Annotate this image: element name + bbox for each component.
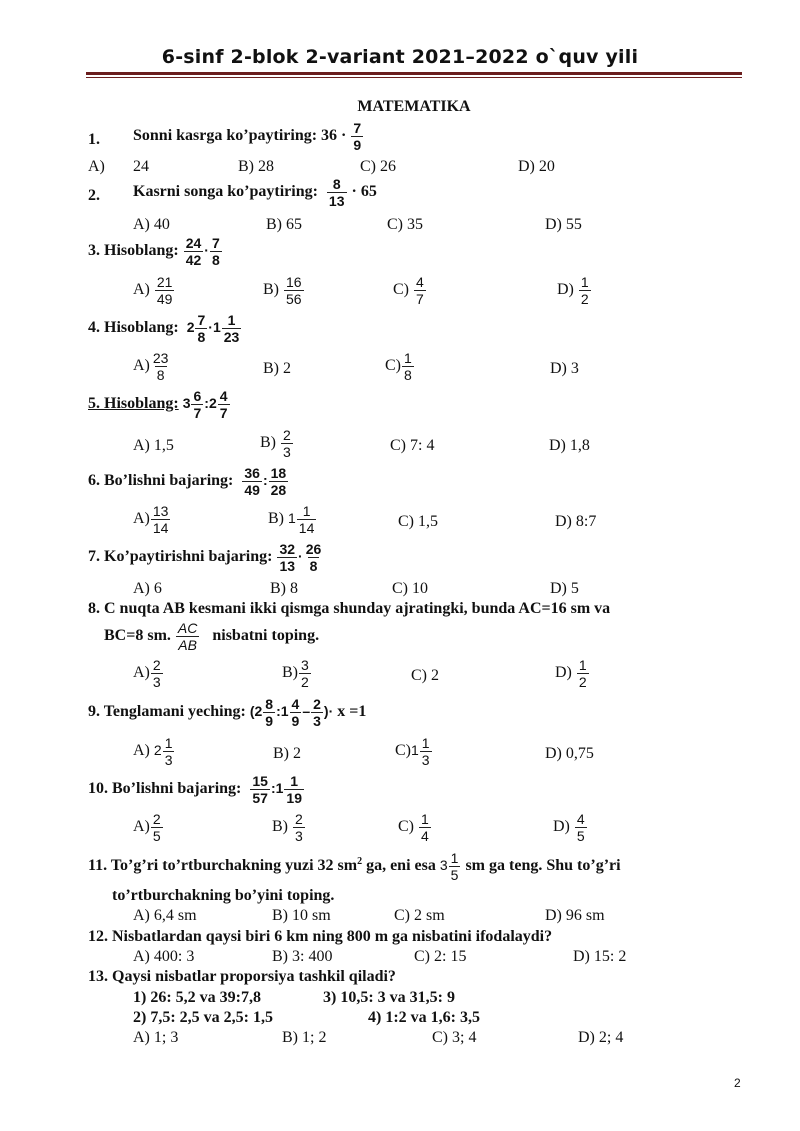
q3-option-b: B) $\frac{16}{56}$ bbox=[263, 274, 302, 307]
header-rule-thin bbox=[86, 77, 742, 78]
q7-option-a: A) 6 bbox=[133, 580, 162, 597]
q1-option-c: C) 26 bbox=[360, 158, 396, 175]
q7-option-c: C) 10 bbox=[392, 580, 428, 597]
q5-option-c: C) 7: 4 bbox=[390, 437, 435, 454]
q5-option-b: B) $\frac{2}{3}$ bbox=[260, 427, 291, 460]
q1-option-a-label: A) bbox=[88, 158, 105, 175]
q4-option-c: C) $\frac{1}{8}$ bbox=[385, 350, 412, 383]
q4-question: 4. Hisoblang: 2 $\frac{7}{8}$ ·1 $\frac{1}{23}$ bbox=[88, 312, 240, 345]
q13-option-d: D) 2; 4 bbox=[578, 1029, 624, 1046]
q12-option-a: A) 400: 3 bbox=[133, 948, 195, 965]
q4-option-b: B) 2 bbox=[263, 360, 291, 377]
page-number: 2 bbox=[734, 1076, 741, 1090]
q7-option-d: D) 5 bbox=[550, 580, 579, 597]
q13-statement-1: 1) 26: 5,2 va 39:7,8 bbox=[133, 989, 261, 1006]
q2-number: 2. bbox=[88, 187, 100, 204]
q5-option-a: A) 1,5 bbox=[133, 437, 174, 454]
q8-option-a: A) $\frac{2}{3}$ bbox=[133, 657, 161, 690]
q10-option-a: A) $\frac{2}{5}$ bbox=[133, 811, 161, 844]
q4-option-d: D) 3 bbox=[550, 360, 579, 377]
q12-option-d: D) 15: 2 bbox=[573, 948, 627, 965]
q1-option-b: B) 28 bbox=[238, 158, 274, 175]
q9-option-c: C)1 $\frac{1}{3}$ bbox=[395, 735, 430, 768]
q10-option-d: D) $\frac{4}{5}$ bbox=[553, 811, 585, 844]
q12-option-c: C) 2: 15 bbox=[414, 948, 467, 965]
q13-option-a: A) 1; 3 bbox=[133, 1029, 179, 1046]
subject-title: MATEMATIKA bbox=[357, 98, 471, 115]
q1-question: Sonni kasrga ko’paytiring: 36 · $\frac{7}{9}$ bbox=[133, 120, 362, 153]
q9-option-a: A) 2 $\frac{1}{3}$ bbox=[133, 735, 173, 768]
q11-option-b: B) 10 sm bbox=[272, 907, 331, 924]
q1-option-d: D) 20 bbox=[518, 158, 555, 175]
header-rule-thick bbox=[86, 72, 742, 75]
q3-question: 3. Hisoblang: $\frac{24}{42}$ · $\frac{7}{8}$ bbox=[88, 235, 220, 268]
q2-option-d: D) 55 bbox=[545, 216, 582, 233]
q10-option-b: B) $\frac{2}{3}$ bbox=[272, 811, 303, 844]
q3-option-d: D) $\frac{1}{2}$ bbox=[557, 274, 589, 307]
q8-question-line2: BC=8 sm. $\frac{AC}{AB}$ nisbatni toping. bbox=[104, 620, 320, 653]
q9-question: 9. Tenglamani yeching: (2 $\frac{8}{9}$ :1 $\frac{4}{9}$ – $\frac{2}{3}$ )· x =1 bbox=[88, 696, 367, 729]
page-header: 6-sinf 2-blok 2-variant 2021–2022 o`quv yili bbox=[161, 46, 639, 68]
q10-option-c: C) $\frac{1}{4}$ bbox=[398, 811, 429, 844]
q6-option-d: D) 8:7 bbox=[555, 513, 597, 530]
q6-option-c: C) 1,5 bbox=[398, 513, 438, 530]
q3-option-c: C) $\frac{4}{7}$ bbox=[393, 274, 424, 307]
q2-fraction: $\frac{8}{13}$ bbox=[328, 176, 345, 209]
q8-option-c: C) 2 bbox=[411, 667, 439, 684]
q9-option-d: D) 0,75 bbox=[545, 745, 594, 762]
q5-question: 5. Hisoblang: 3 $\frac{6}{7}$ :2 $\frac{4}{7}$ bbox=[88, 388, 228, 421]
q2-option-b: B) 65 bbox=[266, 216, 302, 233]
q2-option-c: C) 35 bbox=[387, 216, 423, 233]
q12-option-b: B) 3: 400 bbox=[272, 948, 333, 965]
q6-question: 6. Bo’lishni bajaring: $\frac{36}{49}$ : $\frac{18}{28}$ bbox=[88, 465, 287, 498]
q13-statement-2: 2) 7,5: 2,5 va 2,5: 1,5 bbox=[133, 1009, 273, 1026]
q7-question: 7. Ko’paytirishni bajaring: $\frac{32}{13}$ · $\frac{26}{8}$ bbox=[88, 541, 322, 574]
q11-option-a: A) 6,4 sm bbox=[133, 907, 197, 924]
q11-option-c: C) 2 sm bbox=[394, 907, 445, 924]
q13-option-b: B) 1; 2 bbox=[282, 1029, 327, 1046]
q4-option-a: A) $\frac{23}{8}$ bbox=[133, 350, 169, 383]
q10-question: 10. Bo’lishni bajaring: $\frac{15}{57}$ :1 $\frac{1}{19}$ bbox=[88, 773, 302, 806]
q12-question: 12. Nisbatlardan qaysi biri 6 km ning 800 m ga nisbatini ifodalaydi? bbox=[88, 928, 553, 945]
q8-question-line1: 8. C nuqta AB kesmani ikki qismga shunday ajratingki, bunda AC=16 sm va bbox=[88, 600, 611, 617]
q6-option-b: B) 1 $\frac{1}{14}$ bbox=[268, 503, 315, 536]
q11-question-line1: 11. To’g’ri to’rtburchakning yuzi 32 $sm^2$ ga, eni esa 3 $\frac{1}{5}$ sm ga teng. Shu to’g’ri bbox=[88, 850, 621, 883]
q2-question: Kasrni songa ko’paytiring: $\frac{8}{13}$ · 65 bbox=[133, 176, 377, 209]
q13-statement-4: 4) 1:2 va 1,6: 3,5 bbox=[368, 1009, 480, 1026]
q5-option-d: D) 1,8 bbox=[549, 437, 590, 454]
q8-option-b: B) $\frac{3}{2}$ bbox=[282, 657, 309, 690]
q1-number: 1. bbox=[88, 131, 100, 148]
q13-question: 13. Qaysi nisbatlar proporsiya tashkil qiladi? bbox=[88, 968, 396, 985]
q6-option-a: A) $\frac{13}{14}$ bbox=[133, 503, 169, 536]
q11-option-d: D) 96 sm bbox=[545, 907, 605, 924]
q8-option-d: D) $\frac{1}{2}$ bbox=[555, 657, 587, 690]
q13-option-c: C) 3; 4 bbox=[432, 1029, 477, 1046]
q1-fraction: $\frac{7}{9}$ bbox=[353, 120, 362, 153]
q7-option-b: B) 8 bbox=[270, 580, 298, 597]
q3-option-a: A) $\frac{21}{49}$ bbox=[133, 274, 173, 307]
q1-option-a: 24 bbox=[133, 158, 149, 175]
q13-statement-3: 3) 10,5: 3 va 31,5: 9 bbox=[323, 989, 455, 1006]
q11-question-line2: to’rtburchakning bo’yini toping. bbox=[112, 887, 335, 904]
q2-option-a: A) 40 bbox=[133, 216, 170, 233]
q9-option-b: B) 2 bbox=[273, 745, 301, 762]
